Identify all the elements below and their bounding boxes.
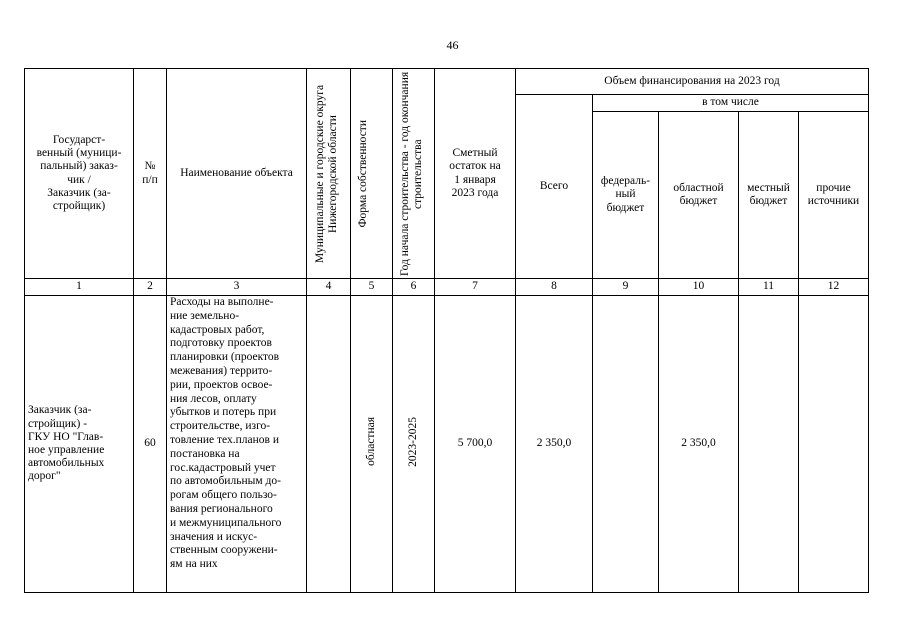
cell-years-text: 2023-2025	[406, 416, 419, 467]
column-number: 12	[799, 279, 869, 296]
column-number: 10	[659, 279, 739, 296]
cell-customer: Заказчик (за- стройщик) - ГКУ НО "Глав- ное управление автомобильных дорог"	[25, 296, 134, 593]
header-federal: федераль- ный бюджет	[593, 112, 659, 279]
header-customer: Государст- венный (муници- пальный) заказ- чик / Заказчик (за- стройщик)	[25, 69, 134, 279]
header-municipality-text: Муниципальные и городские округа Нижегородской области	[313, 84, 339, 263]
column-number: 5	[351, 279, 393, 296]
header-ownership	[351, 69, 393, 279]
column-number: 1	[25, 279, 134, 296]
column-number: 11	[739, 279, 799, 296]
header-estimated-balance: Сметный остаток на 1 января 2023 года	[435, 69, 516, 279]
cell-years	[393, 296, 435, 593]
financing-table	[24, 68, 869, 593]
header-total: Всего	[516, 95, 593, 279]
page-number: 46	[446, 38, 459, 52]
table-row	[25, 296, 869, 593]
header-regional: областной бюджет	[659, 112, 739, 279]
cell-municipality	[307, 296, 351, 593]
cell-number: 60	[134, 296, 167, 593]
header-ownership-text: Форма собственности	[356, 119, 369, 228]
cell-regional: 2 350,0	[659, 296, 739, 593]
column-number: 8	[516, 279, 593, 296]
header-years-text: Год начала строительства - год окончания строительства	[398, 71, 424, 276]
column-number: 6	[393, 279, 435, 296]
cell-estimated-balance: 5 700,0	[435, 296, 516, 593]
column-number: 3	[167, 279, 307, 296]
header-other: прочие источники	[799, 112, 869, 279]
header-number: № п/п	[134, 69, 167, 279]
cell-total: 2 350,0	[516, 296, 593, 593]
cell-object-name: Расходы на выполне- ние земельно- кадастровых работ, подготовку проектов планировки (проектов межевания) террито- рии, проектов освое- ния лесов, оплату убытков и потерь при строительстве, изго- товление тех.планов и постановка на гос.кадастровый учет по автомобильным до- рогам общего пользо- вания регионального и межмуниципального значения и искус- ственным сооружени- ям на них	[167, 296, 307, 593]
column-numbers-row	[25, 279, 869, 296]
header-years	[393, 69, 435, 279]
cell-local	[739, 296, 799, 593]
column-number: 9	[593, 279, 659, 296]
cell-ownership	[351, 296, 393, 593]
cell-other	[799, 296, 869, 593]
header-municipality	[307, 69, 351, 279]
header-financing-group: Объем финансирования на 2023 год	[516, 69, 869, 95]
column-number: 4	[307, 279, 351, 296]
column-number: 2	[134, 279, 167, 296]
column-number: 7	[435, 279, 516, 296]
header-object-name: Наименование объекта	[167, 69, 307, 279]
cell-federal	[593, 296, 659, 593]
cell-ownership-text: областная	[364, 417, 377, 467]
header-local: местный бюджет	[739, 112, 799, 279]
header-including-group: в том числе	[593, 95, 869, 112]
